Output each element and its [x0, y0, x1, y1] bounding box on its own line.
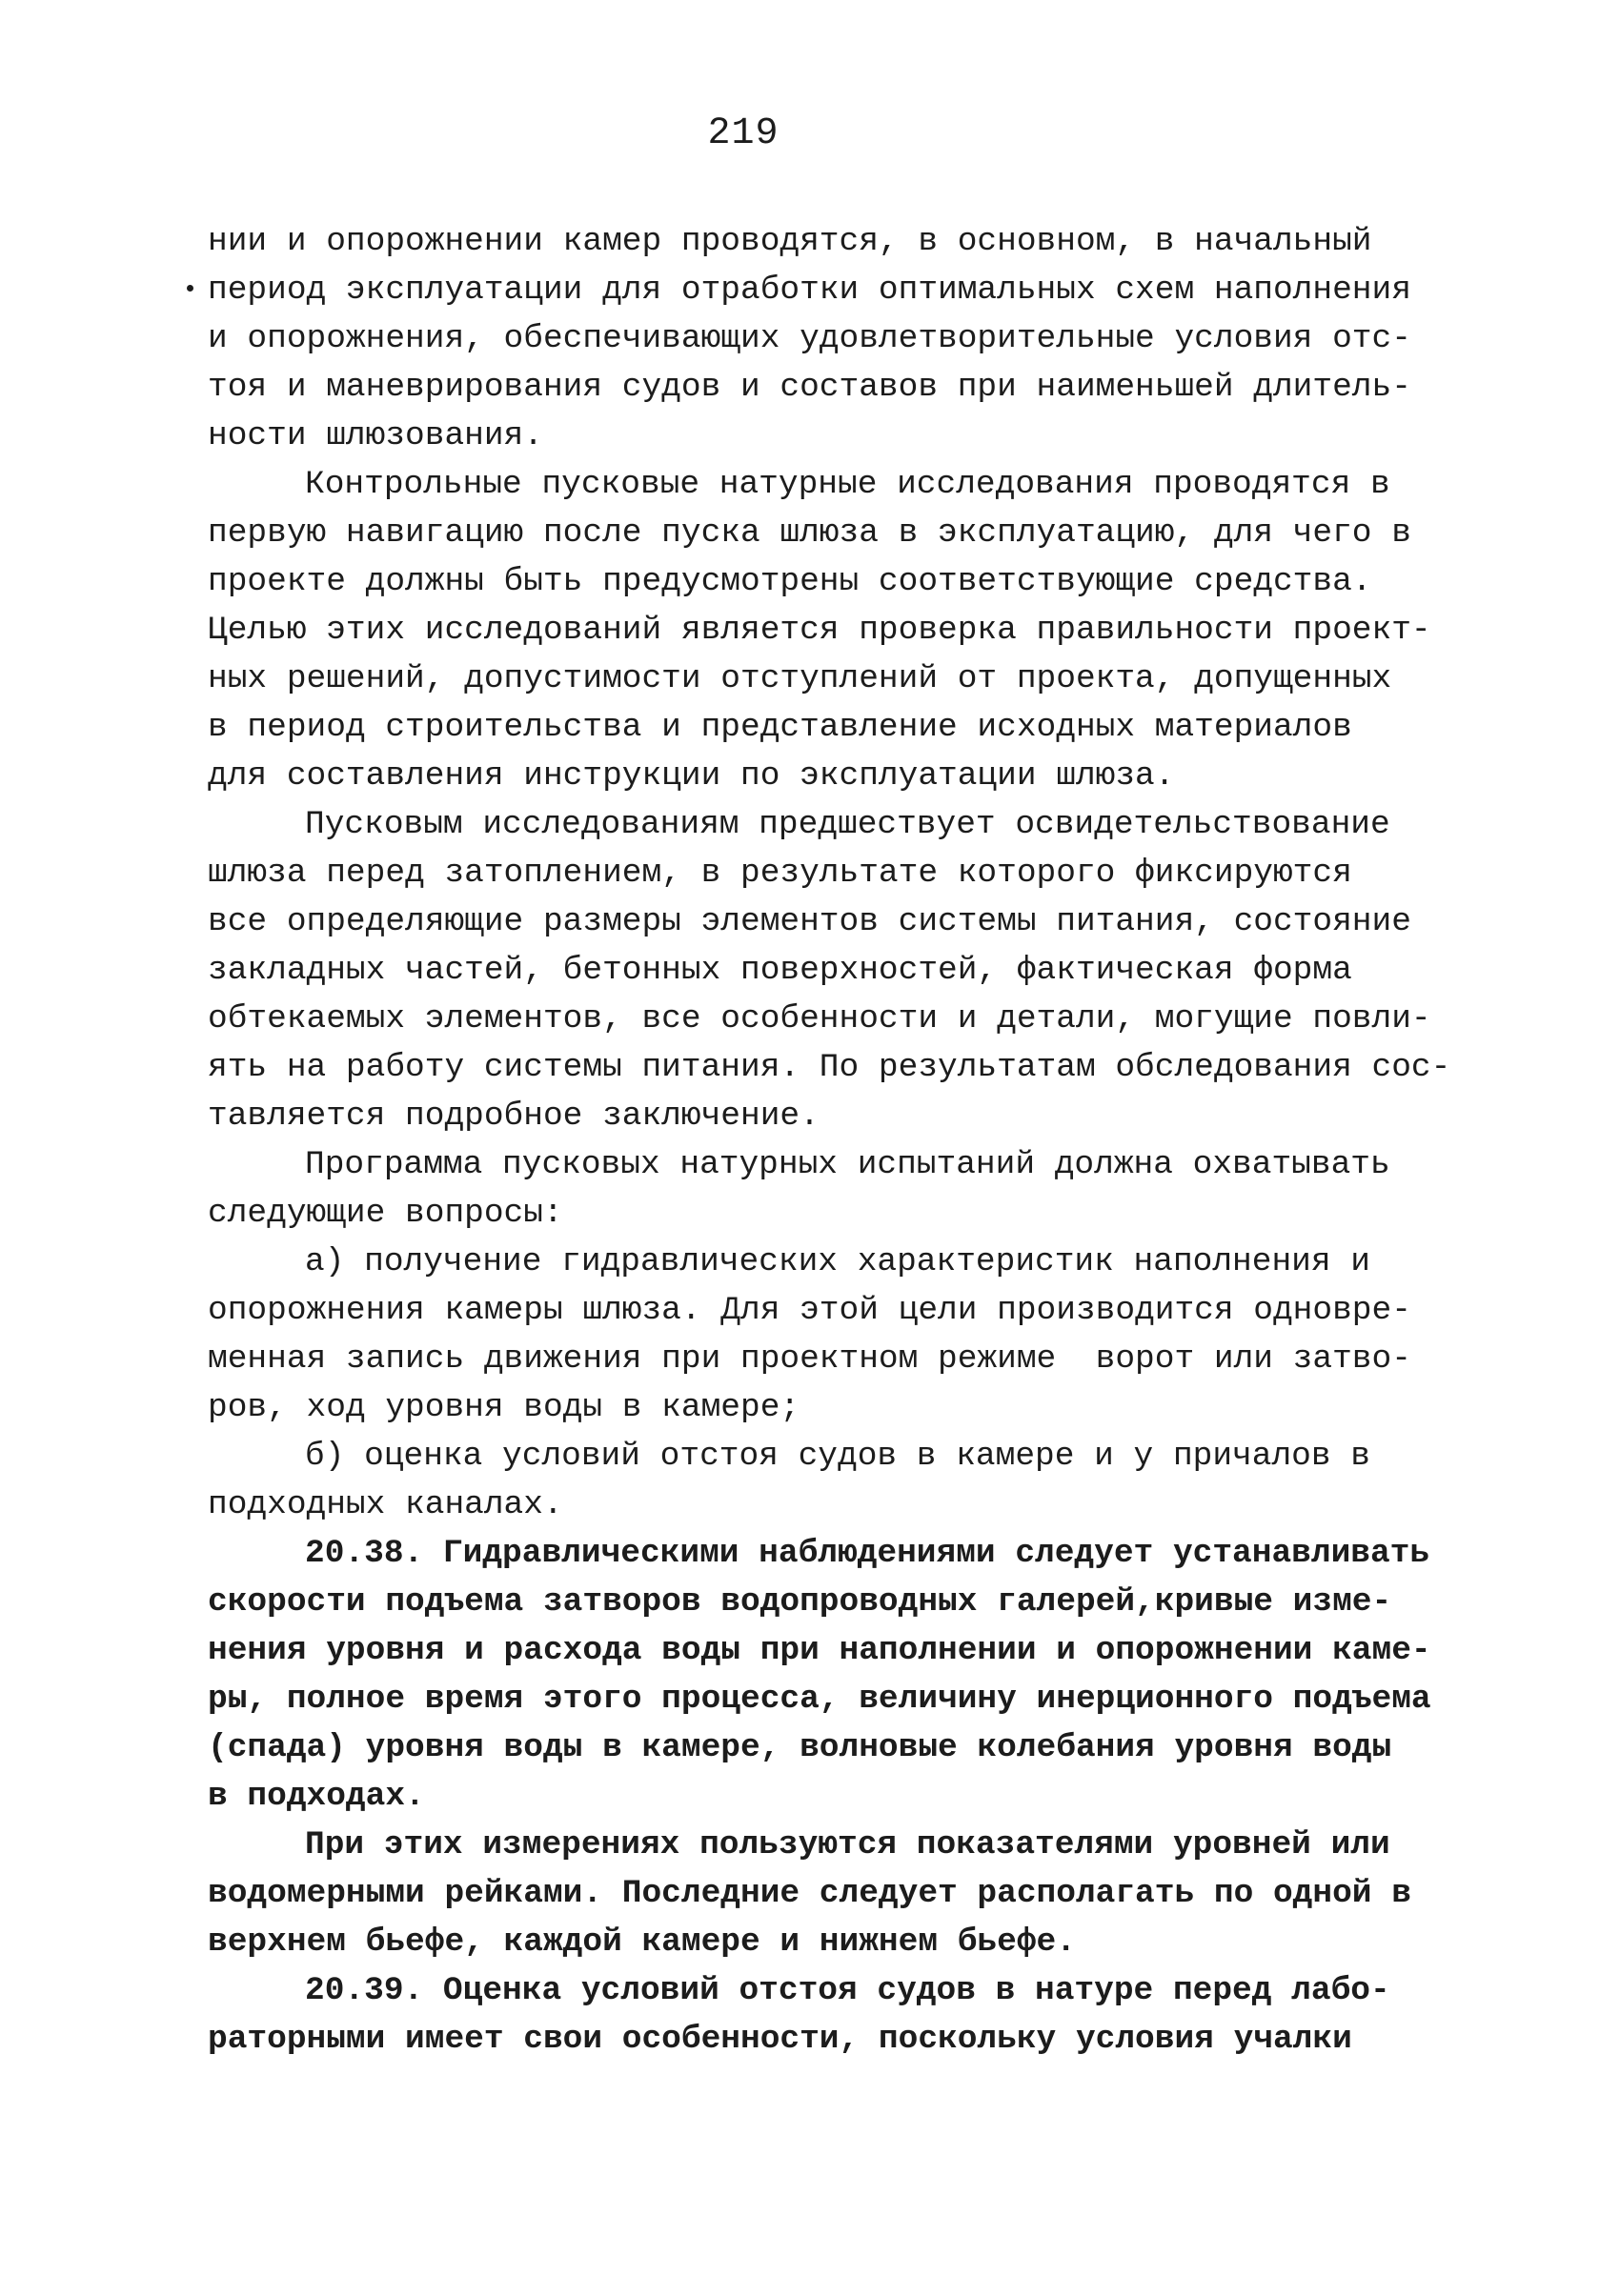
text-line: ров, ход уровня воды в камере; — [208, 1389, 800, 1426]
text-line: водомерными рейками. Последние следует располагать по одной в — [208, 1875, 1411, 1912]
text-line: (спада) уровня воды в камере, волновые колебания уровня воды — [208, 1729, 1392, 1766]
text-line: ности шлюзования. — [208, 417, 543, 454]
text-line: раторными имеет свои особенности, поскольку условия учалки — [208, 2021, 1352, 2058]
text-line: шлюза перед затоплением, в результате которого фиксируются — [208, 855, 1352, 892]
text-line: нии и опорожнении камер проводятся, в основном, в начальный — [208, 223, 1372, 260]
text-line: ных решений, допустимости отступлений от проекта, допущенных — [208, 660, 1392, 697]
text-line: ры, полное время этого процесса, величину инерционного подъема — [208, 1681, 1431, 1718]
page-number: 219 — [707, 112, 780, 155]
text-line: Контрольные пусковые натурные исследования проводятся в — [305, 466, 1390, 503]
text-line: тоя и маневрирования судов и составов при наименьшей длитель- — [208, 369, 1411, 406]
text-line: в подходах. — [208, 1778, 425, 1815]
text-line: менная запись движения при проектном режиме ворот или затво- — [208, 1340, 1411, 1378]
text-line: в период строительства и представление исходных материалов — [208, 709, 1352, 746]
margin-bullet-mark — [187, 285, 193, 292]
text-line: проекте должны быть предусмотрены соответствующие средства. — [208, 563, 1372, 600]
text-line: все определяющие размеры элементов системы питания, состояние — [208, 903, 1411, 940]
text-line: первую навигацию после пуска шлюза в эксплуатацию, для чего в — [208, 514, 1411, 552]
text-line: подходных каналах. — [208, 1486, 563, 1523]
text-line: 20.39. Оценка условий отстоя судов в натуре перед лабо- — [305, 1972, 1390, 2009]
text-line: обтекаемых элементов, все особенности и детали, могущие повли- — [208, 1000, 1431, 1037]
text-line: закладных частей, бетонных поверхностей, фактическая форма — [208, 952, 1352, 989]
text-line: следующие вопросы: — [208, 1195, 563, 1232]
text-line: нения уровня и расхода воды при наполнении и опорожнении каме- — [208, 1632, 1431, 1669]
text-line: Пусковым исследованиям предшествует освидетельствование — [305, 806, 1390, 843]
text-line: а) получение гидравлических характеристик наполнения и — [305, 1243, 1370, 1280]
text-line: тавляется подробное заключение. — [208, 1098, 820, 1135]
text-line: скорости подъема затворов водопроводных галерей,кривые изме- — [208, 1583, 1392, 1621]
text-line: и опорожнения, обеспечивающих удовлетворительные условия отс- — [208, 320, 1411, 357]
text-line: ять на работу системы питания. По результатам обследования сос- — [208, 1049, 1451, 1086]
text-line: период эксплуатации для отработки оптимальных схем наполнения — [208, 272, 1411, 309]
text-line: верхнем бьефе, каждой камере и нижнем бьефе. — [208, 1923, 1076, 1961]
text-line: При этих измерениях пользуются показателями уровней или — [305, 1826, 1390, 1863]
text-line: для составления инструкции по эксплуатации шлюза. — [208, 757, 1175, 795]
text-line: Целью этих исследований является проверка правильности проект- — [208, 612, 1431, 649]
page-body-text — [208, 217, 1466, 2064]
text-line: опорожнения камеры шлюза. Для этой цели производится одновре- — [208, 1292, 1411, 1329]
text-line: б) оценка условий отстоя судов в камере и у причалов в — [305, 1438, 1370, 1475]
text-line: Программа пусковых натурных испытаний должна охватывать — [305, 1146, 1390, 1183]
text-line: 20.38. Гидравлическими наблюдениями следует устанавливать — [305, 1535, 1430, 1572]
